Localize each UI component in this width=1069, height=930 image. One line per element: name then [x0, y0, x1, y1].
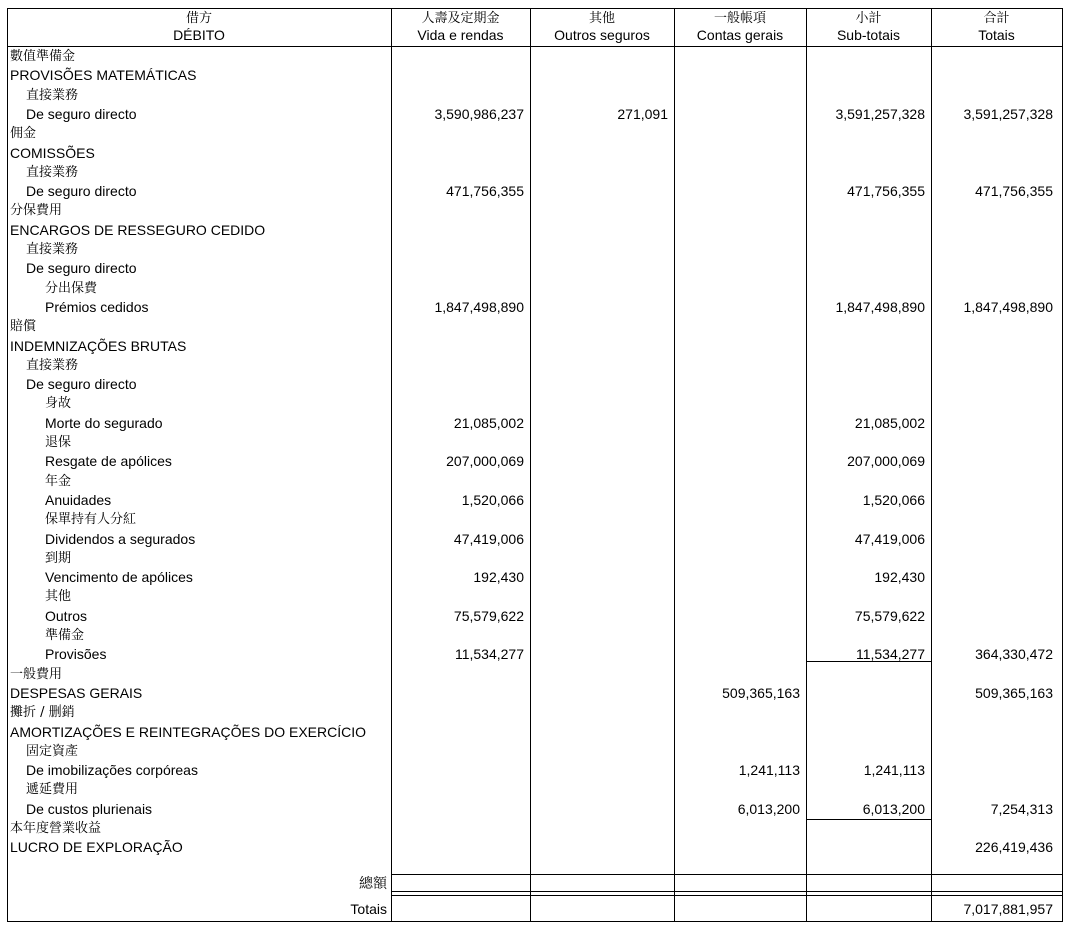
contas-value: 6,013,200: [737, 800, 800, 817]
row-label-zh: 年金: [45, 473, 72, 489]
row-label-zh: 賠償: [10, 319, 37, 335]
row-label-zh: 其他: [45, 589, 72, 605]
vida-value: 11,534,277: [454, 646, 524, 663]
row-label: DESPESAS GERAIS: [10, 684, 143, 701]
col-divider-1: [391, 8, 392, 922]
col-divider-5: [931, 8, 932, 922]
subtotal-value: 47,419,006: [854, 530, 925, 547]
row-label: Prémios cedidos: [45, 298, 149, 315]
table-border-right: [1062, 8, 1063, 922]
row-label-zh: 到期: [45, 550, 72, 566]
row-label-zh: 佣金: [10, 126, 37, 142]
header-debit-zh: 借方: [185, 11, 212, 26]
row-label: Resgate de apólices: [45, 453, 172, 470]
row-label: Dividendos a segurados: [45, 530, 196, 547]
row-label: AMORTIZAÇÕES E REINTEGRAÇÕES DO EXERCÍCIO: [10, 723, 367, 740]
header-divider: [7, 46, 1063, 47]
vida-value: 47,419,006: [453, 530, 524, 547]
contas-value: 1,241,113: [738, 762, 800, 779]
table-border-bottom: [7, 921, 1063, 922]
row-label-zh: 身故: [45, 396, 72, 412]
row-label: De seguro directo: [26, 183, 137, 200]
row-label: De seguro directo: [26, 260, 137, 277]
footer-rule-2: [391, 891, 1063, 892]
row-label: Outros: [45, 607, 88, 624]
vida-value: 1,847,498,890: [434, 298, 524, 315]
vida-value: 21,085,002: [453, 414, 524, 431]
row-label: LUCRO DE EXPLORAÇÃO: [10, 839, 183, 856]
header-subtotais-pt: Sub-totais: [836, 27, 901, 43]
row-label-zh: 遞延費用: [26, 782, 79, 798]
row-label-zh: 直接業務: [26, 357, 79, 373]
row-label: Morte do segurado: [45, 414, 163, 431]
income-statement-debit-table: [7, 8, 1063, 922]
header-outros-pt: Outros seguros: [554, 27, 650, 43]
row-label-zh: 保單持有人分紅: [45, 512, 137, 528]
row-label-zh: 攤折 / 删銷: [10, 705, 75, 721]
total-value: 7,254,313: [990, 800, 1053, 817]
subtotal-value: 192,430: [874, 569, 925, 586]
total-value: 509,365,163: [975, 684, 1053, 701]
row-label-zh: 分出保費: [45, 280, 98, 296]
footer-label-zh: 總額: [359, 876, 387, 892]
header-contas: [674, 10, 806, 44]
subtotal-value: 1,241,113: [863, 762, 925, 779]
subtotal-value: 75,579,622: [854, 607, 925, 624]
subtotal-value: 1,847,498,890: [835, 298, 925, 315]
vida-value: 75,579,622: [453, 607, 524, 624]
subtotal-value: 11,534,277: [855, 646, 925, 663]
header-debit: [7, 10, 391, 44]
subtotal-underline-plurienais: [806, 819, 932, 820]
header-totais-zh: 合計: [983, 11, 1010, 26]
row-label: PROVISÕES MATEMÁTICAS: [10, 67, 197, 84]
subtotal-value: 207,000,069: [847, 453, 925, 470]
total-value: 471,756,355: [975, 183, 1053, 200]
vida-value: 471,756,355: [446, 183, 524, 200]
header-contas-pt: Contas gerais: [696, 27, 784, 43]
table-border-left: [7, 8, 8, 922]
header-subtotais: [806, 10, 931, 44]
row-label: Provisões: [45, 646, 107, 663]
vida-value: 1,520,066: [461, 491, 524, 508]
vida-value: 207,000,069: [446, 453, 524, 470]
col-divider-3: [674, 8, 675, 922]
col-divider-4: [806, 8, 807, 922]
row-label: De seguro directo: [26, 105, 137, 122]
row-label-zh: 數值準備金: [10, 49, 76, 64]
col-divider-2: [530, 8, 531, 922]
subtotal-value: 6,013,200: [862, 800, 925, 817]
total-value: 1,847,498,890: [963, 298, 1053, 315]
row-label-zh: 直接業務: [26, 242, 79, 257]
outros-value: 271,091: [617, 105, 668, 122]
table-border-top: [7, 8, 1063, 9]
total-value: 3,591,257,328: [963, 105, 1053, 122]
row-label: De imobilizações corpóreas: [26, 762, 198, 779]
subtotal-value: 1,520,066: [862, 491, 925, 508]
header-totais-pt: Totais: [978, 27, 1015, 43]
row-label: Vencimento de apólices: [45, 569, 193, 586]
row-label-zh: 退保: [45, 435, 72, 450]
row-label-zh: 固定資產: [26, 743, 79, 759]
row-label-zh: 分保費用: [10, 203, 63, 219]
row-label: INDEMNIZAÇÕES BRUTAS: [10, 337, 187, 354]
row-label: Anuidades: [45, 491, 112, 508]
header-subtotais-zh: 小計: [855, 11, 882, 26]
contas-value: 509,365,163: [722, 684, 800, 701]
row-label: De seguro directo: [26, 376, 137, 393]
vida-value: 192,430: [473, 569, 524, 586]
row-label-zh: 直接業務: [26, 164, 79, 180]
footer-rule-3: [391, 895, 1063, 896]
header-outros: [530, 10, 674, 44]
row-label-zh: 一般費用: [10, 666, 63, 682]
subtotal-value: 21,085,002: [854, 414, 925, 431]
footer-label-pt: Totais: [350, 901, 387, 917]
header-totais: [931, 10, 1062, 44]
header-contas-zh: 一般帳項: [713, 11, 766, 26]
header-vida: [391, 10, 530, 44]
row-label: COMISSÕES: [10, 144, 95, 161]
vida-value: 3,590,986,237: [434, 105, 524, 122]
header-outros-zh: 其他: [588, 11, 615, 26]
footer-rule-1: [391, 874, 1063, 875]
subtotal-value: 471,756,355: [847, 183, 925, 200]
header-debit-pt: DÉBITO: [173, 27, 225, 43]
subtotal-value: 3,591,257,328: [835, 105, 925, 122]
row-label-zh: 準備金: [45, 628, 85, 643]
row-label-zh: 本年度營業收益: [10, 821, 102, 836]
row-label-zh: 直接業務: [26, 87, 79, 103]
row-label: De custos plurienais: [26, 800, 153, 817]
row-label: ENCARGOS DE RESSEGURO CEDIDO: [10, 221, 266, 238]
total-value: 226,419,436: [975, 839, 1053, 856]
grand-total-value: 7,017,881,957: [963, 901, 1053, 917]
header-vida-zh: 人壽及定期金: [421, 11, 500, 26]
header-vida-pt: Vida e rendas: [417, 27, 504, 43]
total-value: 364,330,472: [975, 646, 1053, 663]
